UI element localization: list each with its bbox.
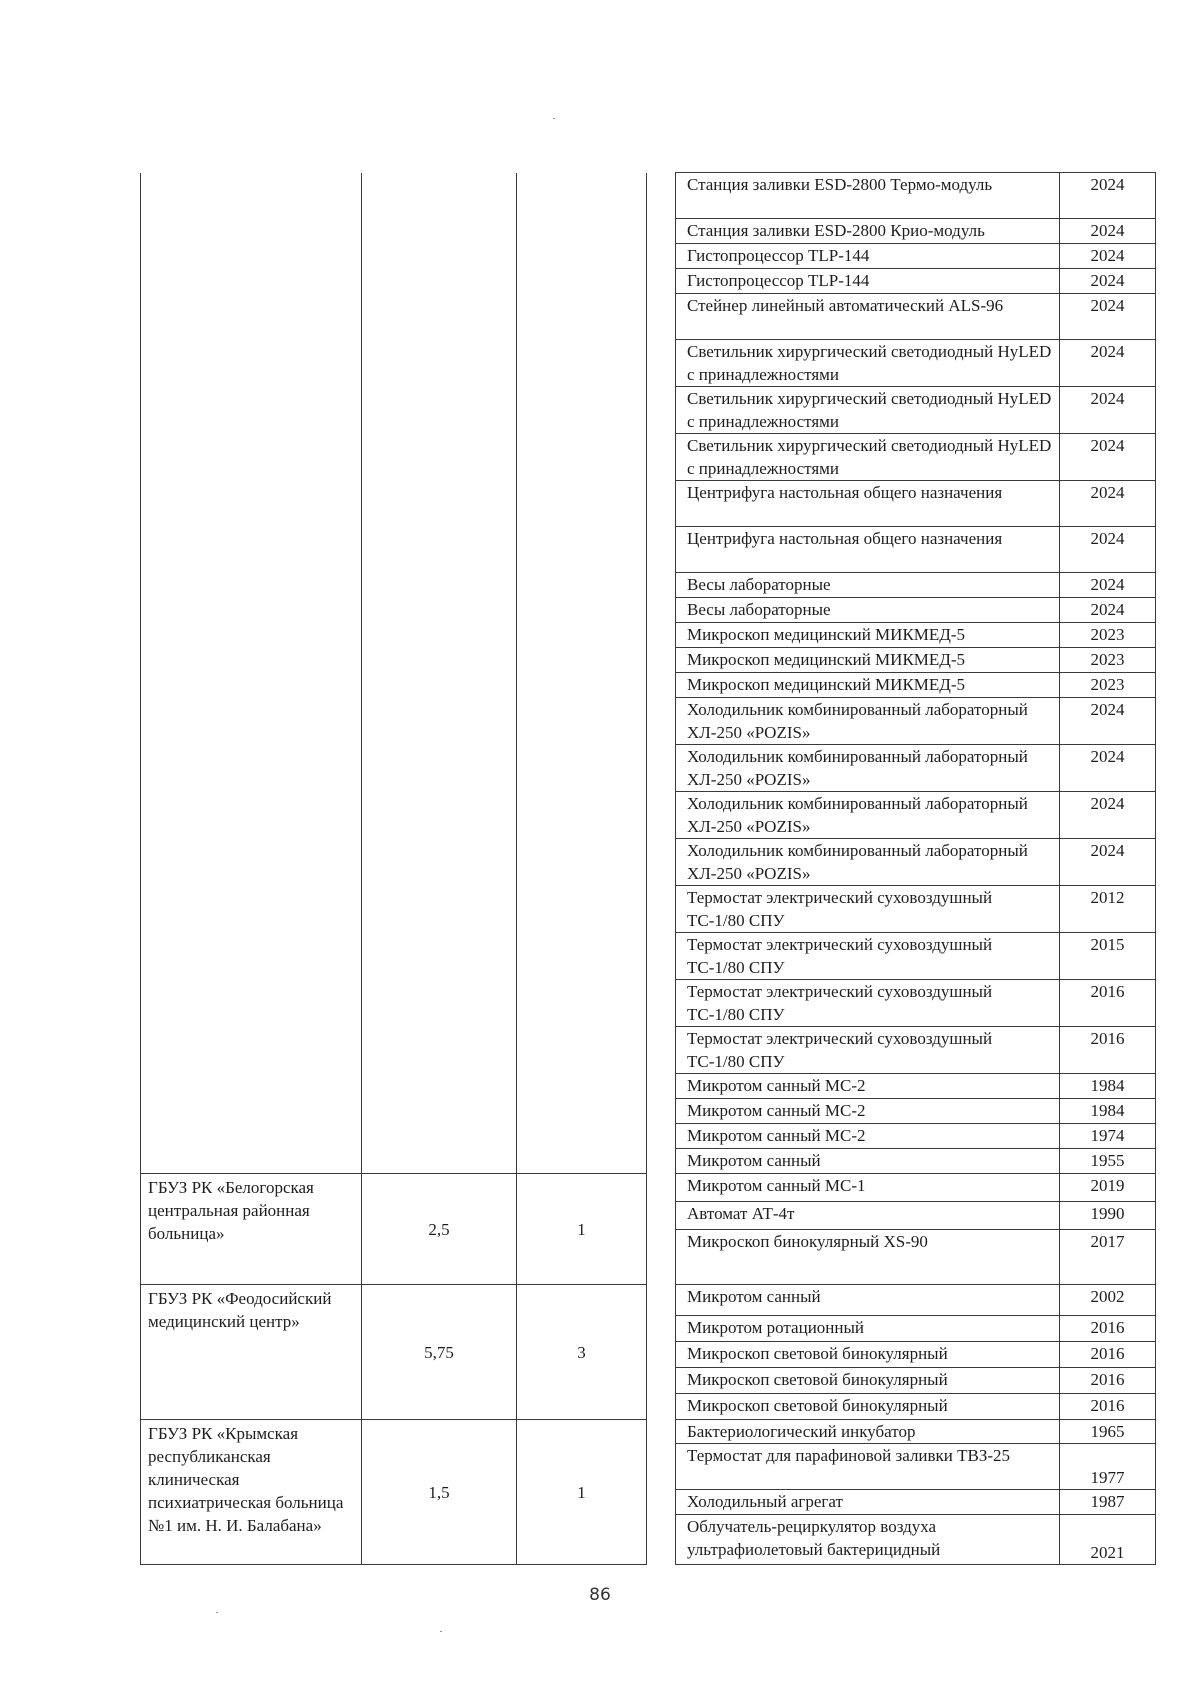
equipment-cell: Холодильник комбинированный лабораторный ХЛ-250 «POZIS» <box>676 698 1060 745</box>
equipment-cell: Весы лабораторные <box>676 573 1060 598</box>
year-cell: 2024 <box>1060 698 1156 745</box>
year-cell: 1974 <box>1060 1124 1156 1149</box>
equipment-cell: Микроскоп бинокулярный XS-90 <box>676 1230 1060 1285</box>
equipment-cell: Микроскоп световой бинокулярный <box>676 1368 1060 1394</box>
year-cell: 2017 <box>1060 1230 1156 1285</box>
year-cell: 2024 <box>1060 745 1156 792</box>
equipment-cell: Микроскоп световой бинокулярный <box>676 1394 1060 1420</box>
year-cell: 2021 <box>1060 1515 1156 1565</box>
equipment-cell: Стейнер линейный автоматический ALS-96 <box>676 294 1060 340</box>
year-cell: 2016 <box>1060 1342 1156 1368</box>
equipment-cell: Облучатель-рециркулятор воздуха ультрафиолетовый бактерицидный <box>676 1515 1060 1565</box>
year-cell: 2024 <box>1060 527 1156 573</box>
equipment-cell: Центрифуга настольная общего назначения <box>676 527 1060 573</box>
equipment-cell: Микротом санный МС-2 <box>676 1099 1060 1124</box>
year-cell: 2012 <box>1060 886 1156 933</box>
scan-speck <box>440 1631 442 1632</box>
year-cell: 2023 <box>1060 673 1156 698</box>
year-cell: 1955 <box>1060 1149 1156 1174</box>
equipment-cell: Микротом санный <box>676 1285 1060 1316</box>
year-cell: 2016 <box>1060 1368 1156 1394</box>
equipment-cell: Термостат для парафиновой заливки ТВЗ-25 <box>676 1444 1060 1490</box>
equipment-cell: Термостат электрический суховоздушный ТС-1/80 СПУ <box>676 886 1060 933</box>
rate-cell: 2,5 <box>362 1174 517 1285</box>
equipment-cell: Микротом ротационный <box>676 1316 1060 1342</box>
equipment-cell: Микроскоп медицинский МИКМЕД-5 <box>676 623 1060 648</box>
year-cell: 2015 <box>1060 933 1156 980</box>
year-cell: 2016 <box>1060 1394 1156 1420</box>
equipment-cell: Термостат электрический суховоздушный ТС-1/80 СПУ <box>676 933 1060 980</box>
year-cell: 1990 <box>1060 1202 1156 1230</box>
equipment-cell: Бактериологический инкубатор <box>676 1420 1060 1444</box>
equipment-table-body <box>141 173 1156 1565</box>
year-cell: 2024 <box>1060 244 1156 269</box>
equipment-cell: Микротом санный МС-2 <box>676 1074 1060 1099</box>
equipment-cell: Холодильный агрегат <box>676 1490 1060 1515</box>
year-cell: 2024 <box>1060 481 1156 527</box>
count-cell: 1 <box>517 1174 647 1285</box>
year-cell: 2023 <box>1060 623 1156 648</box>
equipment-cell: Микротом санный МС-2 <box>676 1124 1060 1149</box>
year-cell: 2016 <box>1060 1027 1156 1074</box>
year-cell: 2024 <box>1060 219 1156 244</box>
year-cell: 2016 <box>1060 980 1156 1027</box>
gap-cell <box>647 173 676 1565</box>
count-cell: 1 <box>517 1420 647 1565</box>
equipment-cell: Светильник хирургический светодиодный HyLED с принадлежностями <box>676 387 1060 434</box>
equipment-cell: Весы лабораторные <box>676 598 1060 623</box>
equipment-cell: Светильник хирургический светодиодный HyLED с принадлежностями <box>676 434 1060 481</box>
equipment-cell: Светильник хирургический светодиодный HyLED с принадлежностями <box>676 340 1060 387</box>
blank-rate-cell <box>362 173 517 1174</box>
year-cell: 1984 <box>1060 1074 1156 1099</box>
year-cell: 2024 <box>1060 173 1156 219</box>
equipment-cell: Гистопроцессор TLP-144 <box>676 244 1060 269</box>
equipment-cell: Микроскоп световой бинокулярный <box>676 1342 1060 1368</box>
page-number: 86 <box>589 1585 611 1605</box>
year-cell: 2024 <box>1060 839 1156 886</box>
equipment-cell: Термостат электрический суховоздушный ТС-1/80 СПУ <box>676 1027 1060 1074</box>
equipment-cell: Станция заливки ESD-2800 Термо-модуль <box>676 173 1060 219</box>
year-cell: 2024 <box>1060 792 1156 839</box>
year-cell: 2024 <box>1060 294 1156 340</box>
equipment-cell: Холодильник комбинированный лабораторный ХЛ-250 «POZIS» <box>676 792 1060 839</box>
year-cell: 2024 <box>1060 340 1156 387</box>
organization-cell: ГБУЗ РК «Крымская республиканская клиническая психиатрическая больница №1 им. Н. И. Балабана» <box>141 1420 362 1565</box>
year-cell: 1965 <box>1060 1420 1156 1444</box>
year-cell: 2024 <box>1060 598 1156 623</box>
year-cell: 1977 <box>1060 1444 1156 1490</box>
year-cell: 2024 <box>1060 434 1156 481</box>
organization-cell: ГБУЗ РК «Феодосийский медицинский центр» <box>141 1285 362 1420</box>
equipment-cell: Станция заливки ESD-2800 Крио-модуль <box>676 219 1060 244</box>
equipment-cell: Микроскоп медицинский МИКМЕД-5 <box>676 648 1060 673</box>
rate-cell: 1,5 <box>362 1420 517 1565</box>
blank-count-cell <box>517 173 647 1174</box>
blank-org-cell <box>141 173 362 1174</box>
year-cell: 2024 <box>1060 573 1156 598</box>
equipment-cell: Термостат электрический суховоздушный ТС-1/80 СПУ <box>676 980 1060 1027</box>
equipment-cell: Микротом санный МС-1 <box>676 1174 1060 1202</box>
equipment-cell: Микроскоп медицинский МИКМЕД-5 <box>676 673 1060 698</box>
scan-speck <box>553 118 555 119</box>
year-cell: 2024 <box>1060 387 1156 434</box>
year-cell: 2019 <box>1060 1174 1156 1202</box>
equipment-cell: Центрифуга настольная общего назначения <box>676 481 1060 527</box>
equipment-cell: Автомат АТ-4т <box>676 1202 1060 1230</box>
equipment-cell: Холодильник комбинированный лабораторный ХЛ-250 «POZIS» <box>676 839 1060 886</box>
year-cell: 2023 <box>1060 648 1156 673</box>
rate-cell: 5,75 <box>362 1285 517 1420</box>
count-cell: 3 <box>517 1285 647 1420</box>
equipment-cell: Холодильник комбинированный лабораторный ХЛ-250 «POZIS» <box>676 745 1060 792</box>
equipment-cell: Микротом санный <box>676 1149 1060 1174</box>
equipment-table <box>140 172 1156 1565</box>
equipment-cell: Гистопроцессор TLP-144 <box>676 269 1060 294</box>
scan-speck <box>216 1612 218 1613</box>
year-cell: 1984 <box>1060 1099 1156 1124</box>
year-cell: 1987 <box>1060 1490 1156 1515</box>
year-cell: 2016 <box>1060 1316 1156 1342</box>
organization-cell: ГБУЗ РК «Белогорская центральная районная больница» <box>141 1174 362 1285</box>
year-cell: 2024 <box>1060 269 1156 294</box>
year-cell: 2002 <box>1060 1285 1156 1316</box>
